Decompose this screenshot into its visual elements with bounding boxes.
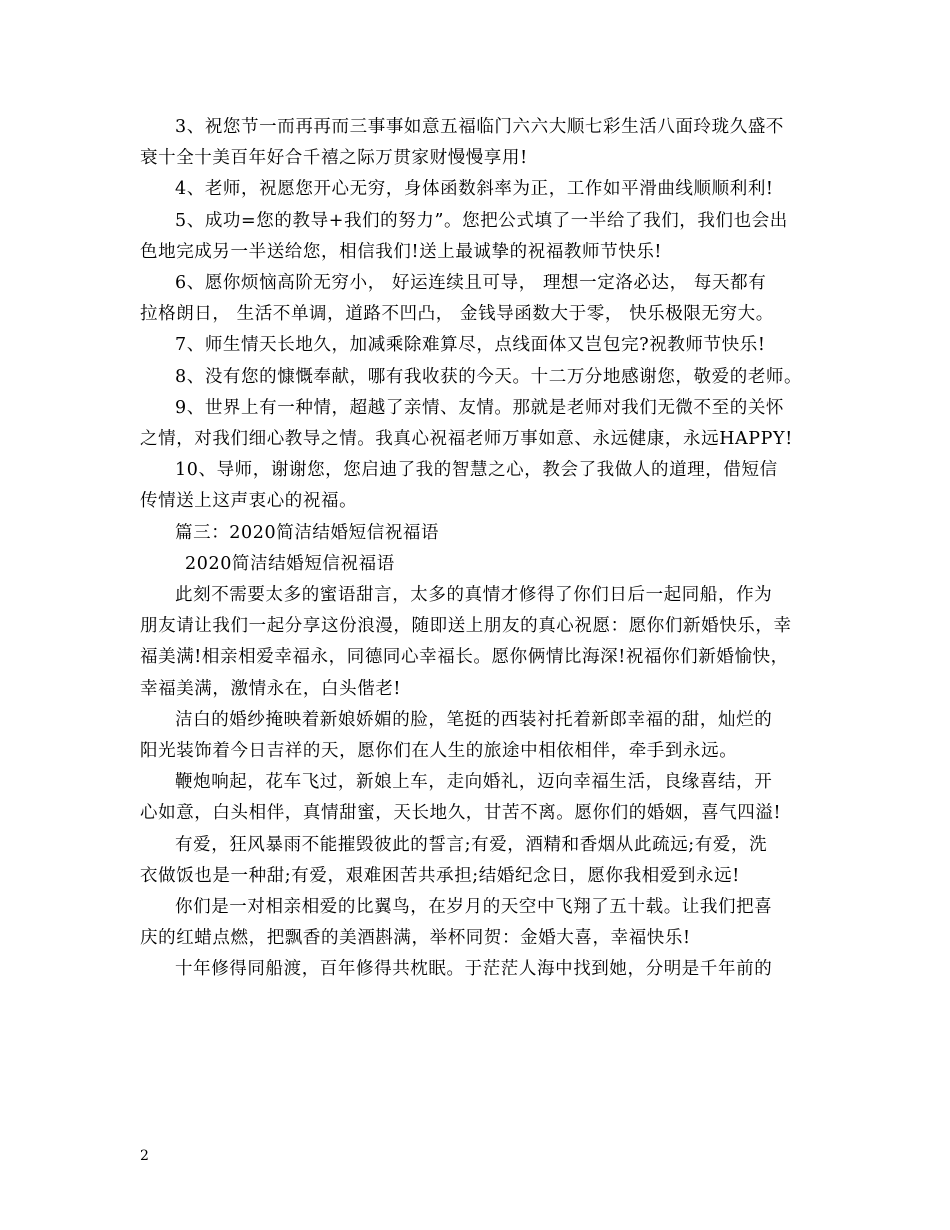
text-line: 鞭炮响起，花车飞过，新娘上车，走向婚礼，迈向幸福生活，良缘喜结，开	[175, 772, 773, 793]
paragraph	[140, 393, 815, 455]
text-line: 你们是一对相亲相爱的比翼鸟，在岁月的天空中飞翔了五十载。让我们把喜	[175, 897, 773, 918]
paragraph	[140, 206, 815, 268]
text-line: 8、没有您的慷慨奉献，哪有我收获的今天。十二万分地感谢您，敬爱的老师。	[175, 366, 803, 387]
section-heading	[140, 518, 815, 549]
text-line: 此刻不需要太多的蜜语甜言，太多的真情才修得了你们日后一起同船，作为	[175, 585, 773, 606]
text-line: 幸福美满，激情永在，白头偕老!	[140, 678, 402, 699]
text-line: 拉格朗日， 生活不单调，道路不凹凸， 金钱导函数大于零， 快乐极限无穷大。	[140, 304, 774, 325]
text-line: 10、导师，谢谢您，您启迪了我的智慧之心，教会了我做人的道理，借短信	[175, 460, 778, 481]
text-line: 7、师生情天长地久，加减乘除难算尽，点线面体又岂包完?祝教师节快乐!	[175, 335, 766, 356]
paragraph	[140, 954, 815, 985]
paragraph	[140, 268, 815, 330]
text-line: 9、世界上有一种情，超越了亲情、友情。那就是老师对我们无微不至的关怀	[175, 397, 785, 418]
text-line: 阳光装饰着今日吉祥的天，愿你们在人生的旅途中相依相伴，牵手到永远。	[140, 741, 738, 762]
text-line: 庆的红蜡点燃，把飘香的美酒斟满，举杯同贺：金婚大喜，幸福快乐!	[140, 928, 691, 949]
text-line: 2020简洁结婚短信祝福语	[185, 553, 395, 574]
text-line: 传情送上这声衷心的祝福。	[140, 491, 358, 512]
text-line: 3、祝您节一而再再而三事事如意五福临门六六大顺七彩生活八面玲珑久盛不	[175, 117, 785, 137]
text-line: 福美满!相亲相爱幸福永，同德同心幸福长。愿你俩情比海深!祝福你们新婚愉快，	[140, 647, 789, 668]
text-line: 6、愿你烦恼高阶无穷小， 好运连续且可导， 理想一定洛必达， 每天都有	[175, 273, 767, 294]
paragraph	[140, 767, 815, 829]
text-line: 朋友请让我们一起分享这份浪漫，随即送上朋友的真心祝愿：愿你们新婚快乐，幸	[140, 616, 792, 637]
text-line: 十年修得同船渡，百年修得共枕眠。于茫茫人海中找到她，分明是千年前的	[175, 959, 773, 980]
text-line: 衰十全十美百年好合千禧之际万贯家财慢慢享用!	[140, 148, 528, 169]
document-body	[140, 112, 815, 986]
text-line: 衣做饭也是一种甜;有爱，艰难困苦共承担;结婚纪念日，愿你我相爱到永远!	[140, 865, 740, 886]
text-line: 心如意，白头相伴，真情甜蜜，天长地久，甘苦不离。愿你们的婚姻，喜气四溢!	[140, 803, 782, 824]
paragraph	[140, 174, 815, 205]
text-line: 之情，对我们细心教导之情。我真心祝福老师万事如意、永远健康，永远HAPPY!	[140, 429, 793, 450]
paragraph	[140, 362, 815, 393]
paragraph	[140, 705, 815, 767]
paragraph	[140, 112, 815, 174]
text-line: 5、成功=您的教导+我们的努力”。您把公式填了一半给了我们，我们也会出	[175, 210, 788, 231]
paragraph	[140, 330, 815, 361]
section-subheading	[140, 549, 815, 580]
paragraph	[140, 580, 815, 705]
text-line: 有爱，狂风暴雨不能摧毁彼此的誓言;有爱，酒精和香烟从此疏远;有爱，洗	[175, 834, 768, 855]
text-line: 洁白的婚纱掩映着新娘娇媚的脸，笔挺的西装衬托着新郎幸福的甜，灿烂的	[175, 709, 773, 730]
text-line: 4、老师，祝愿您开心无穷，身体函数斜率为正，工作如平滑曲线顺顺利利!	[175, 179, 774, 200]
paragraph	[140, 830, 815, 892]
text-line: 篇三：2020简洁结婚短信祝福语	[175, 522, 440, 543]
paragraph	[140, 892, 815, 954]
text-line: 色地完成另一半送给您，相信我们!送上最诚挚的祝福教师节快乐!	[140, 241, 663, 262]
page-number: 2	[140, 1148, 149, 1164]
paragraph	[140, 455, 815, 517]
